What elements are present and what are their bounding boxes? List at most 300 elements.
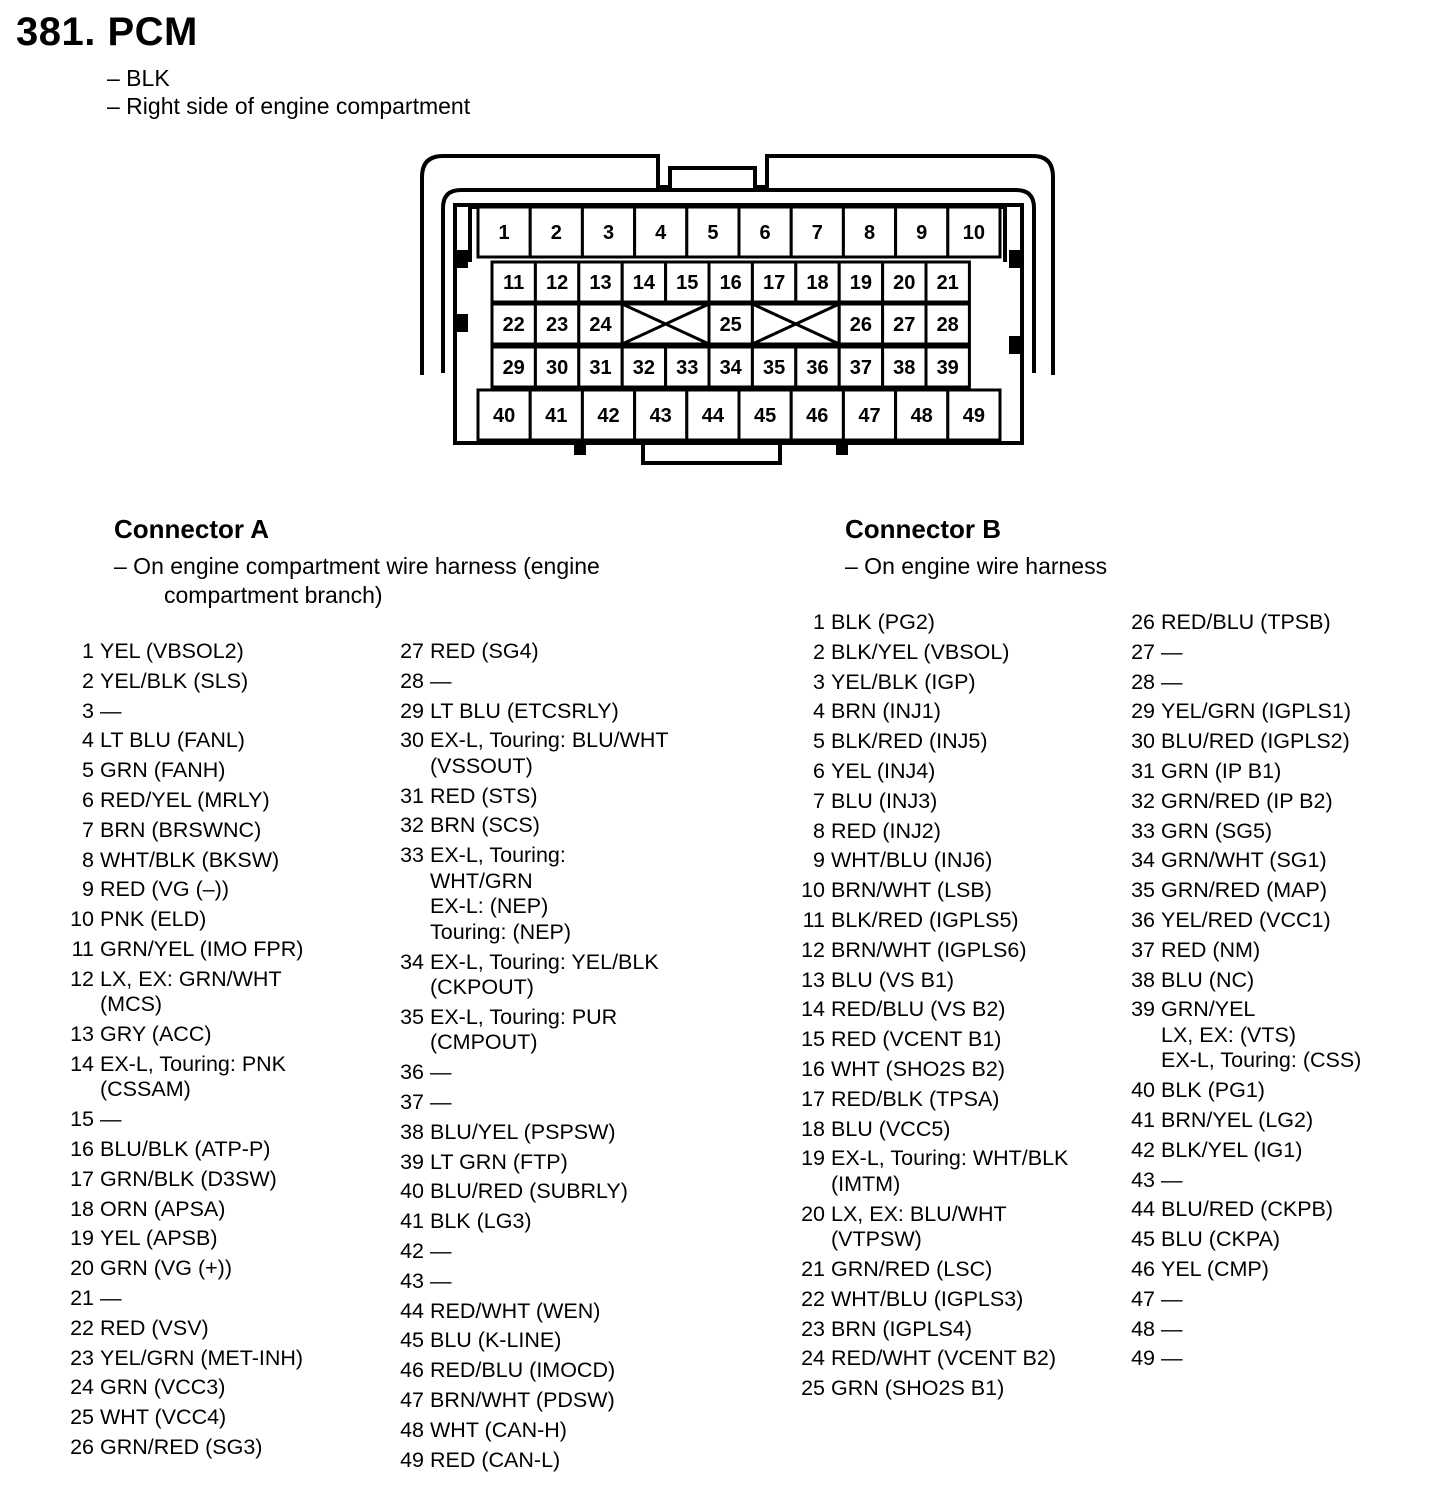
pin-entry <box>1125 848 1440 874</box>
pin-wire: BLU (INJ3) <box>831 788 938 813</box>
pin-number: 13 <box>70 1022 94 1047</box>
pin-number: 17 <box>70 1166 94 1191</box>
pin-wire: GRN/RED (LSC) <box>831 1256 993 1281</box>
pin-wire: BLK (PG2) <box>831 610 935 634</box>
pin-number-label: 4 <box>655 222 667 244</box>
pin-number: 42 <box>400 1238 424 1263</box>
pin-number: 49 <box>400 1447 424 1472</box>
pin-entry <box>394 1388 714 1414</box>
pin-wire: GRN/RED (MAP) <box>1161 878 1328 903</box>
pin-wire: RED (CAN-L) <box>430 1447 561 1472</box>
pin-entry <box>64 669 384 695</box>
pin-number: 12 <box>70 966 94 991</box>
connector-b-title: Connector B <box>845 514 1001 544</box>
pin-number-label: 22 <box>502 314 525 336</box>
pin-wire: GRN (SHO2S B1) <box>831 1376 1005 1401</box>
pin-number: 30 <box>400 728 424 753</box>
pin-number: 30 <box>1131 729 1155 754</box>
pin-wire: WHT/BLU (IGPLS3) <box>831 1286 1024 1311</box>
pin-entry <box>64 818 384 844</box>
connector-b-desc-line1: – On engine wire harness <box>845 553 1108 579</box>
pin-entry <box>795 997 1115 1023</box>
pin-entry <box>64 967 384 1018</box>
pin-number: 10 <box>70 907 94 932</box>
pin-entry <box>1125 759 1440 785</box>
pin-number: 4 <box>813 699 825 724</box>
pin-number: 43 <box>400 1268 424 1293</box>
pin-entry <box>394 699 714 725</box>
pin-number-label: 13 <box>589 272 612 294</box>
pin-wire: RED (INJ2) <box>831 818 941 843</box>
pin-entry <box>1125 819 1440 845</box>
pin-number: 32 <box>1131 788 1155 813</box>
pin-wire: — <box>100 698 122 723</box>
pin-number-label: 10 <box>962 222 986 244</box>
pin-entry <box>1125 997 1440 1074</box>
pin-number: 35 <box>1131 878 1155 903</box>
pin-wire: — <box>430 1238 452 1263</box>
pin-number-label: 23 <box>545 314 569 336</box>
blocked-cavity <box>622 304 709 344</box>
blocked-cavity <box>752 304 839 344</box>
pin-entry <box>64 937 384 963</box>
pin-number: 11 <box>802 907 825 932</box>
pin-number: 1 <box>813 610 825 634</box>
pin-number: 3 <box>82 698 94 723</box>
pin-entry <box>795 878 1115 904</box>
pin-number: 16 <box>801 1056 825 1081</box>
pin-wire: BLK/RED (IGPLS5) <box>831 907 1019 932</box>
pin-cavity <box>622 347 665 387</box>
pin-number: 25 <box>70 1405 94 1430</box>
pin-entry <box>394 950 714 1001</box>
pin-entry <box>64 758 384 784</box>
pin-entry <box>64 1256 384 1282</box>
pin-wire: WHT/BLK (BKSW) <box>100 847 280 872</box>
pin-entry <box>64 788 384 814</box>
pin-entry <box>1125 670 1440 696</box>
pin-number: 44 <box>1131 1197 1155 1222</box>
pin-entry <box>64 1316 384 1342</box>
pin-entry <box>1125 938 1440 964</box>
pin-number: 32 <box>400 813 424 838</box>
pin-entry <box>394 728 714 779</box>
pin-number-label: 6 <box>759 222 771 244</box>
pin-number-label: 35 <box>762 357 786 379</box>
pin-number: 8 <box>813 818 825 843</box>
pin-number-label: 17 <box>762 272 786 294</box>
pin-number: 9 <box>82 877 94 902</box>
pin-number: 45 <box>400 1328 424 1353</box>
pin-number-label: 44 <box>701 405 725 427</box>
pin-entry <box>64 1346 384 1372</box>
pin-number-label: 48 <box>910 405 933 427</box>
pin-wire: EX-L, Touring: YEL/BLK (CKPOUT) <box>430 949 659 1000</box>
pin-cavity <box>687 390 739 440</box>
pin-wire: RED (VSV) <box>100 1315 209 1340</box>
pin-number-label: 49 <box>962 405 986 427</box>
pin-cavity <box>883 347 926 387</box>
pin-number: 40 <box>400 1179 424 1204</box>
pin-number-label: 45 <box>753 405 777 427</box>
pin-cavity <box>582 390 634 440</box>
pin-cavity <box>843 207 895 257</box>
pin-entry <box>64 1137 384 1163</box>
key-tab <box>836 441 848 455</box>
pin-number: 4 <box>82 728 94 753</box>
pin-number-label: 2 <box>550 222 562 244</box>
connector-color: – BLK <box>107 65 170 91</box>
pin-number-label: 38 <box>893 357 916 379</box>
pin-number: 10 <box>801 878 825 903</box>
connector-b-description <box>845 552 1107 581</box>
pin-number-label: 31 <box>589 357 612 379</box>
pin-number-label: 24 <box>589 314 612 336</box>
pin-wire: RED/WHT (WEN) <box>430 1298 601 1323</box>
pin-entry <box>1125 878 1440 904</box>
pin-number: 38 <box>400 1119 424 1144</box>
pin-wire: YEL (CMP) <box>1161 1256 1269 1281</box>
pin-number: 47 <box>1131 1286 1155 1311</box>
pin-number-label: 16 <box>719 272 742 294</box>
pin-number: 17 <box>801 1086 825 1111</box>
pin-wire: RED (STS) <box>430 783 538 808</box>
pin-number: 13 <box>801 967 825 992</box>
pin-entry <box>394 784 714 810</box>
pin-number-label: 41 <box>545 405 568 427</box>
pin-number: 31 <box>400 783 424 808</box>
pin-wire: BLK/YEL (IG1) <box>1161 1137 1303 1162</box>
pin-number: 7 <box>82 817 94 842</box>
pin-entry <box>394 1179 714 1205</box>
pin-number: 19 <box>70 1226 94 1251</box>
pin-entry <box>1125 1108 1440 1134</box>
pin-number: 21 <box>70 1285 94 1310</box>
pin-number-label: 18 <box>806 272 829 294</box>
pin-entry <box>64 699 384 725</box>
pin-entry <box>1125 1257 1440 1283</box>
pin-wire: BRN/WHT (IGPLS6) <box>831 937 1027 962</box>
pin-number: 1 <box>82 639 94 663</box>
pin-cavity <box>796 347 839 387</box>
pin-wire: YEL/GRN (IGPLS1) <box>1161 699 1351 724</box>
pin-wire: EX-L, Touring: PUR (CMPOUT) <box>430 1004 618 1055</box>
pin-number-label: 32 <box>632 357 656 379</box>
pin-cavity <box>926 304 969 344</box>
pin-entry <box>394 1209 714 1235</box>
pin-number: 29 <box>1131 699 1155 724</box>
pin-cavity <box>883 304 926 344</box>
connector-face-diagram <box>0 0 1440 480</box>
pin-entry <box>394 1418 714 1444</box>
pin-number-label: 42 <box>597 405 620 427</box>
pin-wire: LT GRN (FTP) <box>430 1149 568 1174</box>
connector-a-description <box>114 552 600 610</box>
pin-entry <box>1125 1317 1440 1343</box>
pin-entry <box>394 1269 714 1295</box>
pin-number: 45 <box>1131 1227 1155 1252</box>
pin-number: 43 <box>1131 1167 1155 1192</box>
pin-wire: — <box>1161 669 1183 694</box>
pin-cavity <box>666 347 709 387</box>
pin-wire: BLU (VCC5) <box>831 1116 951 1141</box>
pin-cavity <box>478 207 530 257</box>
pin-number: 34 <box>400 949 424 974</box>
pin-number: 21 <box>801 1256 825 1281</box>
pin-number-label: 7 <box>811 222 823 244</box>
pin-wire: BLU (K-LINE) <box>430 1328 562 1353</box>
pin-wire: BLK/RED (INJ5) <box>831 729 988 754</box>
pin-wire: GRN/YEL (IMO FPR) <box>100 936 304 961</box>
pin-cavity <box>579 262 622 302</box>
pin-entry <box>795 938 1115 964</box>
pin-number: 15 <box>70 1107 94 1132</box>
pin-wire: BRN/YEL (LG2) <box>1161 1107 1314 1132</box>
pin-entry <box>64 1022 384 1048</box>
pin-cavity <box>839 262 882 302</box>
pin-wire: LX, EX: BLU/WHT (VTPSW) <box>831 1201 1007 1252</box>
pin-wire: GRN (VCC3) <box>100 1375 226 1400</box>
pin-entry <box>795 1287 1115 1313</box>
pin-entry <box>1125 1138 1440 1164</box>
pin-cavity <box>579 304 622 344</box>
pin-wire: BLU/RED (IGPLS2) <box>1161 729 1350 754</box>
pin-number: 2 <box>82 668 94 693</box>
pin-entry <box>795 759 1115 785</box>
pin-cavity <box>492 262 535 302</box>
pin-entry <box>1125 699 1440 725</box>
pin-wire: BLU/YEL (PSPSW) <box>430 1119 616 1144</box>
pin-cavity <box>582 207 634 257</box>
pin-entry <box>1125 1346 1440 1372</box>
pin-wire: YEL (INJ4) <box>831 758 936 783</box>
pin-number: 24 <box>801 1346 825 1371</box>
pin-number-label: 29 <box>502 357 525 379</box>
pin-entry <box>1125 968 1440 994</box>
connector-latch <box>643 443 780 463</box>
pin-wire: RED/BLK (TPSA) <box>831 1086 1000 1111</box>
pin-entry <box>795 819 1115 845</box>
pin-number-label: 39 <box>936 357 959 379</box>
key-tab <box>456 314 468 332</box>
pin-cavity <box>791 390 843 440</box>
pin-wire: GRN (SG5) <box>1161 818 1273 843</box>
pin-number: 22 <box>801 1286 825 1311</box>
pin-number-label: 47 <box>858 405 881 427</box>
pin-number: 44 <box>400 1298 424 1323</box>
pin-wire: GRN/YEL LX, EX: (VTS) EX-L, Touring: (CSS) <box>1161 997 1362 1073</box>
pin-number-label: 43 <box>649 405 672 427</box>
connector-a-desc-line2: compartment branch) <box>164 582 383 608</box>
pin-number: 20 <box>801 1201 825 1226</box>
pin-wire: GRN (IP B1) <box>1161 758 1282 783</box>
pin-wire: BRN (SCS) <box>430 813 540 838</box>
pin-entry <box>394 1090 714 1116</box>
pin-wire: — <box>430 1089 452 1114</box>
pin-wire: RED (NM) <box>1161 937 1261 962</box>
pin-entry <box>64 1197 384 1223</box>
pin-wire: YEL/RED (VCC1) <box>1161 907 1331 932</box>
pin-wire: LT BLU (FANL) <box>100 728 245 753</box>
pin-wire: BLU (NC) <box>1161 967 1255 992</box>
pin-wire: RED/WHT (VCENT B2) <box>831 1346 1056 1371</box>
pin-number: 37 <box>400 1089 424 1114</box>
pin-number: 12 <box>801 937 825 962</box>
pin-wire: BLU/BLK (ATP-P) <box>100 1136 271 1161</box>
pin-entry <box>394 843 714 945</box>
pin-entry <box>64 907 384 933</box>
pin-entry <box>64 1375 384 1401</box>
pin-cavity <box>535 262 578 302</box>
pin-wire: RED/BLU (TPSB) <box>1161 610 1331 634</box>
pin-number-label: 12 <box>545 272 569 294</box>
pin-entry <box>1125 1287 1440 1313</box>
pin-wire: YEL (VBSOL2) <box>100 639 244 663</box>
pin-number: 23 <box>70 1345 94 1370</box>
pin-cavity <box>896 207 948 257</box>
pin-number-label: 19 <box>849 272 873 294</box>
pin-cavity <box>843 390 895 440</box>
pin-entry <box>1125 1168 1440 1194</box>
pin-entry <box>795 1376 1115 1402</box>
pin-number-label: 25 <box>719 314 742 336</box>
pin-wire: GRN/BLK (D3SW) <box>100 1166 277 1191</box>
pin-wire: BRN/WHT (PDSW) <box>430 1387 615 1412</box>
pin-cavity <box>739 207 791 257</box>
pin-wire: GRN/WHT (SG1) <box>1161 848 1327 873</box>
pin-entry <box>795 1317 1115 1343</box>
pin-wire: BLU/RED (CKPB) <box>1161 1197 1334 1222</box>
connector-location: – Right side of engine compartment <box>107 93 471 119</box>
pin-number-label: 1 <box>498 222 510 244</box>
pin-cavity <box>635 207 687 257</box>
pin-cavity <box>478 390 530 440</box>
pin-number: 7 <box>813 788 825 813</box>
pin-entry <box>795 848 1115 874</box>
pin-wire: BLU/RED (SUBRLY) <box>430 1179 628 1204</box>
pin-wire: BLK/YEL (VBSOL) <box>831 639 1010 664</box>
connector-a-pin-list-left <box>64 639 384 1465</box>
pin-wire: LX, EX: GRN/WHT (MCS) <box>100 966 282 1017</box>
pin-number: 39 <box>1131 997 1155 1022</box>
pin-entry <box>795 729 1115 755</box>
pin-cavity <box>839 304 882 344</box>
pin-number: 24 <box>70 1375 94 1400</box>
pin-entry <box>795 1057 1115 1083</box>
pin-number: 14 <box>801 997 825 1022</box>
pin-number: 11 <box>71 936 94 961</box>
pin-number: 42 <box>1131 1137 1155 1162</box>
pin-entry <box>795 610 1115 636</box>
pin-entry <box>1125 1078 1440 1104</box>
pin-wire: BLU (CKPA) <box>1161 1227 1281 1252</box>
pin-wire: GRN/RED (SG3) <box>100 1434 263 1459</box>
pin-number: 5 <box>813 729 825 754</box>
pin-entry <box>394 1299 714 1325</box>
pin-cavity <box>948 390 1000 440</box>
pin-number: 48 <box>1131 1316 1155 1341</box>
key-tab <box>456 250 468 268</box>
pin-entry <box>64 1286 384 1312</box>
pin-number-label: 40 <box>492 405 516 427</box>
pin-number-label: 26 <box>849 314 873 336</box>
pin-entry <box>64 1167 384 1193</box>
pin-entry <box>394 669 714 695</box>
pin-wire: WHT (VCC4) <box>100 1405 227 1430</box>
pin-entry <box>795 1087 1115 1113</box>
pin-number: 29 <box>400 698 424 723</box>
key-tab <box>574 441 586 455</box>
pin-wire: — <box>430 668 452 693</box>
pin-wire: — <box>1161 639 1183 664</box>
pin-number: 19 <box>801 1146 825 1171</box>
pin-entry <box>795 908 1115 934</box>
pin-entry <box>795 699 1115 725</box>
pin-cavity <box>839 347 882 387</box>
pin-cavity <box>948 207 1000 257</box>
pin-entry <box>795 670 1115 696</box>
pin-wire: RED/BLU (VS B2) <box>831 997 1006 1022</box>
connector-a-desc-line1: – On engine compartment wire harness (engine <box>114 553 600 579</box>
pin-wire: BRN (IGPLS4) <box>831 1316 972 1341</box>
pin-entry <box>64 1405 384 1431</box>
pin-wire: — <box>1161 1167 1183 1192</box>
pin-entry <box>394 1448 714 1474</box>
pin-cavity <box>535 347 578 387</box>
pin-number: 6 <box>813 758 825 783</box>
pin-cavity <box>666 262 709 302</box>
pin-number-label: 30 <box>545 357 569 379</box>
pin-number-label: 8 <box>863 222 876 244</box>
pin-cavity <box>752 347 795 387</box>
pin-wire: RED (SG4) <box>430 639 539 663</box>
pin-entry <box>394 1150 714 1176</box>
pin-cavity <box>635 390 687 440</box>
pin-number: 36 <box>1131 907 1155 932</box>
pin-wire: YEL/BLK (IGP) <box>831 669 976 694</box>
pin-number: 48 <box>400 1417 424 1442</box>
key-tab <box>1009 250 1021 268</box>
pin-number: 25 <box>801 1376 825 1401</box>
pin-entry <box>795 1257 1115 1283</box>
pin-number-label: 34 <box>719 357 742 379</box>
pin-cavity <box>739 390 791 440</box>
pin-entry <box>1125 908 1440 934</box>
pin-cavity <box>896 390 948 440</box>
pin-entry <box>64 639 384 665</box>
pin-number-label: 36 <box>806 357 829 379</box>
pin-number: 33 <box>400 843 424 868</box>
pin-number: 6 <box>82 787 94 812</box>
pin-entry <box>795 789 1115 815</box>
pin-entry <box>795 1202 1115 1253</box>
pin-cavity <box>530 390 582 440</box>
pin-number: 22 <box>70 1315 94 1340</box>
pin-wire: — <box>1161 1346 1183 1371</box>
pin-wire: RED (VCENT B1) <box>831 1027 1002 1052</box>
pin-wire: YEL/BLK (SLS) <box>100 668 249 693</box>
pin-cavity <box>883 262 926 302</box>
pin-entry <box>795 1117 1115 1143</box>
pin-number: 27 <box>1131 639 1155 664</box>
pin-wire: BRN (INJ1) <box>831 699 941 724</box>
pin-number-label: 3 <box>602 222 615 244</box>
pin-cavity <box>791 207 843 257</box>
pin-entry <box>1125 789 1440 815</box>
pin-number: 38 <box>1131 967 1155 992</box>
pin-wire: GRN/RED (IP B2) <box>1161 788 1333 813</box>
pin-wire: ORN (APSA) <box>100 1196 226 1221</box>
